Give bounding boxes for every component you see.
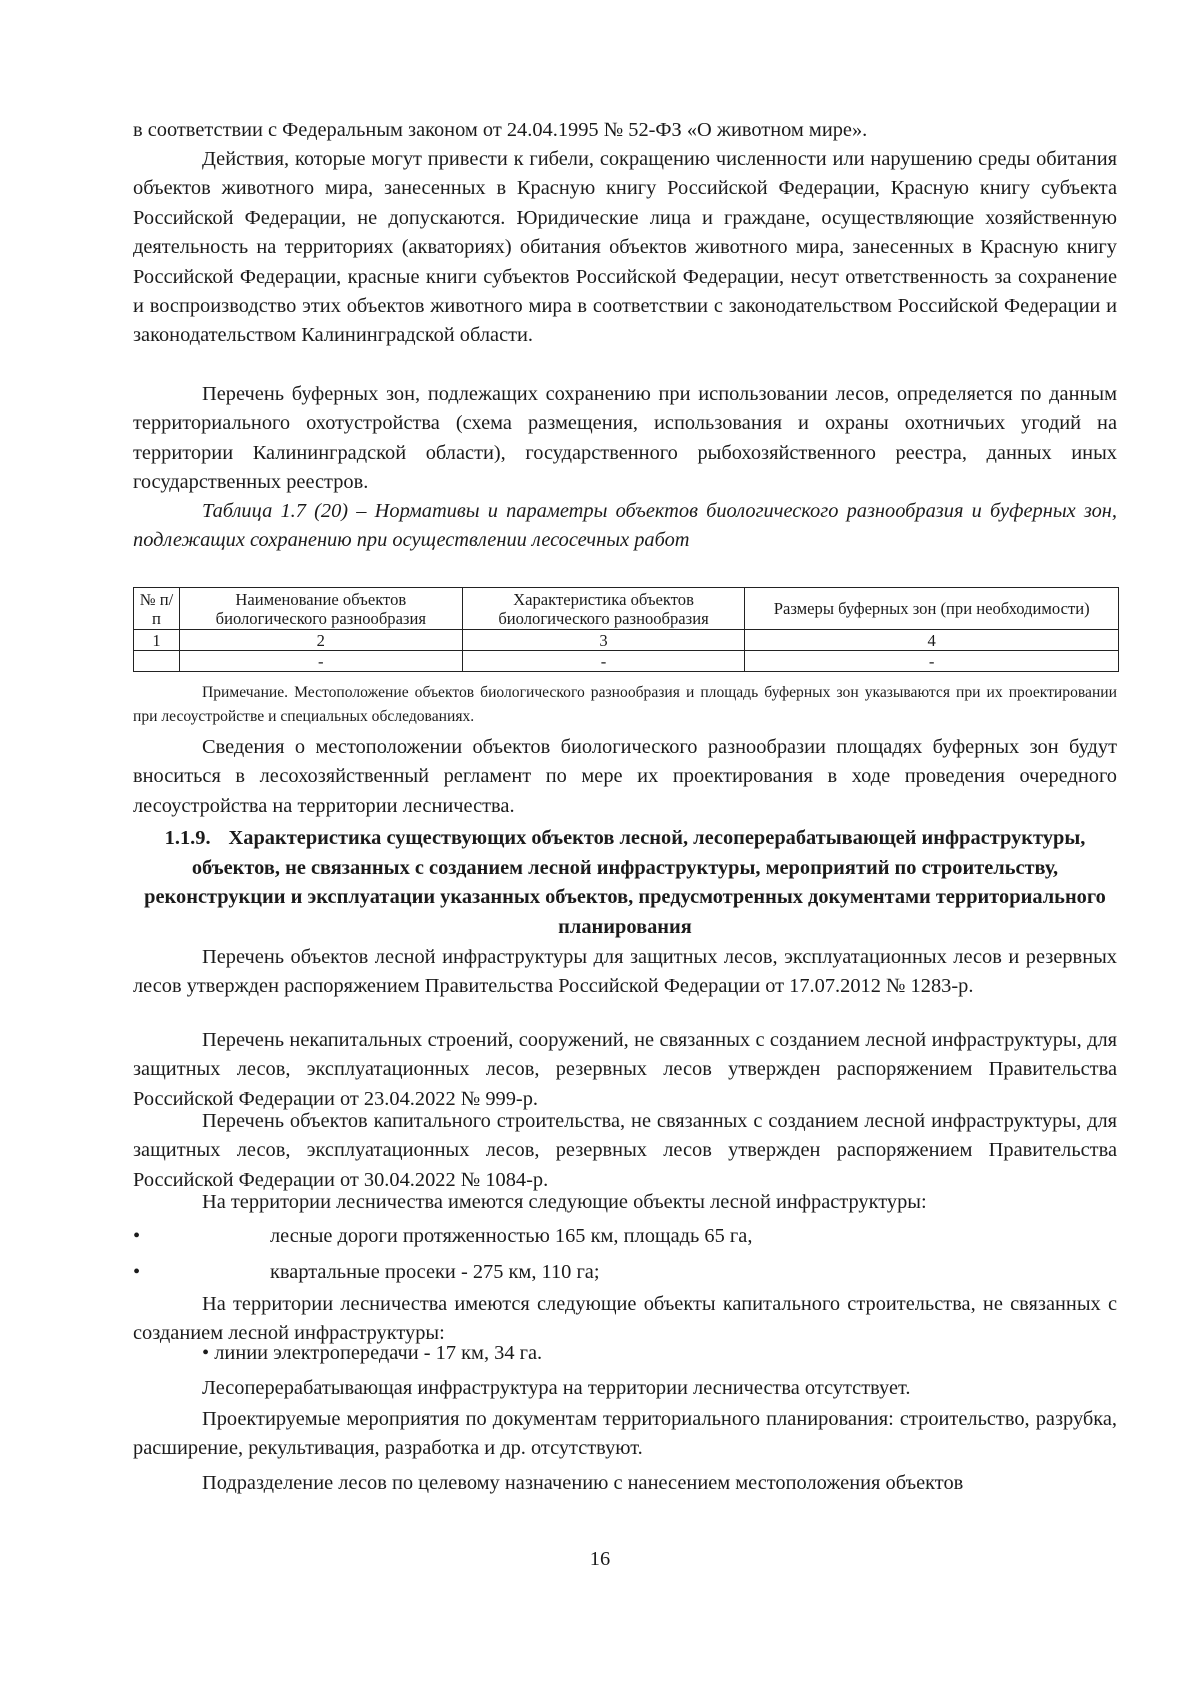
column-number-1: 1 — [134, 630, 180, 651]
paragraph-infrastructure-list: Перечень объектов лесной инфраструктуры для защитных лесов, эксплуатационных лесов и резервных лесов утвержден распоряжением Правительства Российской Федерации от 17.07.2012 № 1283-р. — [133, 946, 1117, 998]
table-cell — [134, 651, 180, 672]
paragraph-processing-infrastructure: Лесоперерабатывающая инфраструктура на территории лесничества отсутствует. — [202, 1377, 911, 1399]
paragraph-forest-division: Подразделение лесов по целевому назначению с нанесением местоположения объектов — [202, 1472, 964, 1494]
table-cell: - — [179, 651, 462, 672]
paragraph-capital-objects: На территории лесничества имеются следующие объекты капитального строительства, не связанных с созданием лесной инфраструктуры: — [133, 1293, 1117, 1345]
table-row — [134, 651, 1119, 672]
paragraph-capital-list: Перечень объектов капитального строительства, не связанных с созданием лесной инфраструктуры, для защитных лесов, эксплуатационных лесов, резервных лесов утвержден распоряжением Правительства Российской Федерации от 30.04.2022 № 1084-р. — [133, 1110, 1117, 1191]
section-title: Характеристика существующих объектов лесной, лесоперерабатывающей инфраструктуры, объектов, не связанных с созданием лесной инфраструктуры, мероприятий по строительству, реконструкции и эксплуатации указанных объектов, предусмотренных документами территориального планирования — [144, 827, 1106, 938]
biodiversity-table — [133, 587, 1119, 672]
section-number: 1.1.9. — [164, 827, 211, 849]
table-header-row — [134, 588, 1119, 630]
header-object-characteristic: Характеристика объектов биологического разнообразия — [462, 588, 745, 630]
table-column-numbers-row — [134, 630, 1119, 651]
page-number: 16 — [589, 1548, 611, 1570]
paragraph-power-lines: • линии электропередачи - 17 км, 34 га. — [202, 1342, 543, 1364]
header-buffer-size: Размеры буферных зон (при необходимости) — [745, 588, 1119, 630]
column-number-4: 4 — [745, 630, 1119, 651]
paragraph-buffer-zones: Перечень буферных зон, подлежащих сохранению при использовании лесов, определяется по данным территориального охотустройства (схема размещения, использования и охраны охотничьих угодий на территории Калининградской области), государственного рыбохозяйственного реестра, данных иных государственных реестров. — [133, 383, 1117, 494]
table-note: Примечание. Местоположение объектов биологического разнообразия и площадь буферных зон указываются при их проектировании при лесоустройстве и специальных обследованиях. — [133, 684, 1117, 725]
list-item-text: квартальные просеки - 275 км, 110 га; — [270, 1261, 600, 1283]
header-object-name: Наименование объектов биологического разнообразия — [179, 588, 462, 630]
paragraph-red-book: Действия, которые могут привести к гибели, сокращению численности или нарушению среды обитания объектов животного мира, занесенных в Красную книгу Российской Федерации, Красную книгу субъекта Российской Федерации, не допускаются. Юридические лица и граждане, осуществляющие хозяйственную деятельность на территориях (акваториях) обитания объектов животного мира, занесенных в Красную книгу Российской Федерации, красные книги субъектов Российской Федерации, несут ответственность за сохранение и воспроизводство этих объектов животного мира в соответствии с законодательством Российской Федерации и законодательством Калининградской области. — [133, 148, 1117, 347]
section-heading — [133, 824, 1117, 942]
list-item-text: лесные дороги протяженностью 165 км, площадь 65 га, — [270, 1225, 753, 1247]
column-number-3: 3 — [462, 630, 745, 651]
paragraph-planned-activities: Проектируемые мероприятия по документам территориального планирования: строительство, разрубка, расширение, рекультивация, разработка и др. отсутствуют. — [133, 1408, 1117, 1460]
paragraph-location-info: Сведения о местоположении объектов биологического разнообразии площадях буферных зон будут вноситься в лесохозяйственный регламент по мере их проектирования в ходе проведения очередного лесоустройства на территории лесничества. — [133, 736, 1117, 817]
bullet-marker: • — [133, 1261, 141, 1283]
table-caption: Таблица 1.7 (20) – Нормативы и параметры объектов биологического разнообразия и буферных зон, подлежащих сохранению при осуществлении лесосечных работ — [133, 500, 1117, 552]
table-cell: - — [462, 651, 745, 672]
header-number: № п/п — [134, 588, 180, 630]
table-cell: - — [745, 651, 1119, 672]
paragraph-noncapital-list: Перечень некапитальных строений, сооружений, не связанных с созданием лесной инфраструктуры, для защитных лесов, эксплуатационных лесов, резервных лесов утвержден распоряжением Правительства Российской Федерации от 23.04.2022 № 999-р. — [133, 1029, 1117, 1110]
paragraph-1: в соответствии с Федеральным законом от 24.04.1995 № 52-ФЗ «О животном мире». — [133, 119, 868, 141]
bullet-marker: • — [133, 1225, 141, 1247]
paragraph-existing-objects: На территории лесничества имеются следующие объекты лесной инфраструктуры: — [202, 1191, 927, 1213]
column-number-2: 2 — [179, 630, 462, 651]
